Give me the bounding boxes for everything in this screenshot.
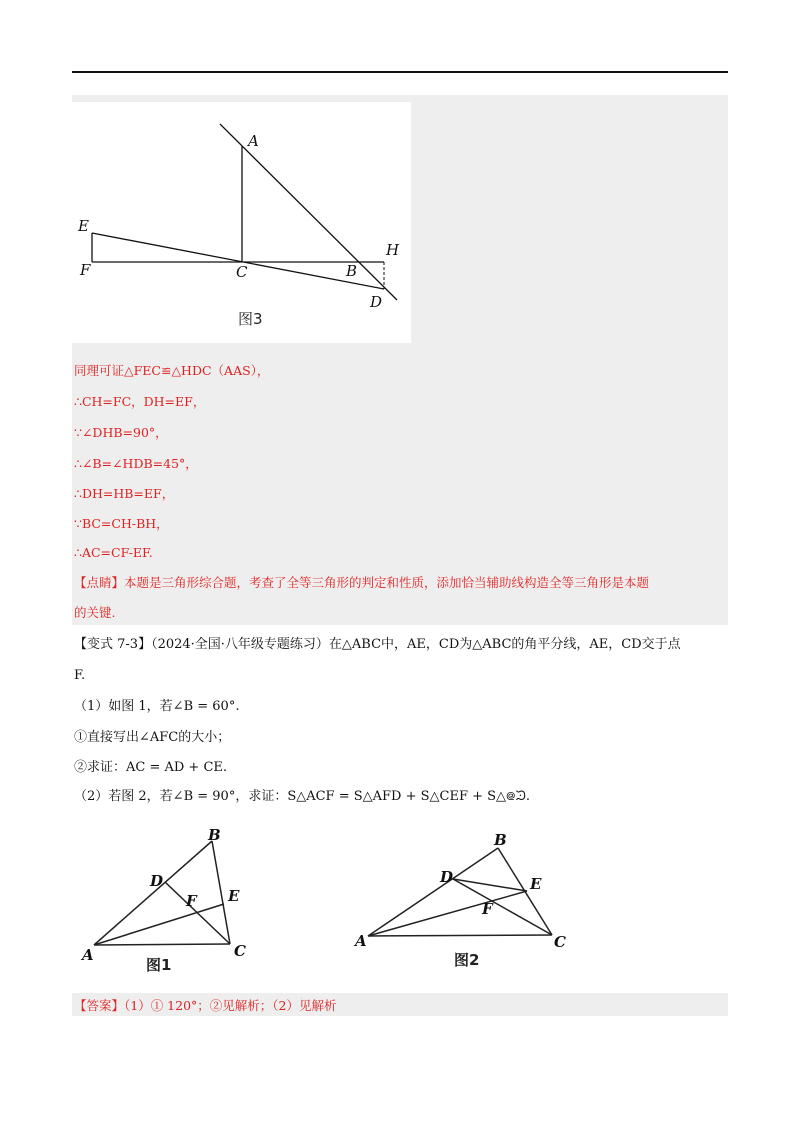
fig1-label-A: A <box>82 946 94 964</box>
solution-line-7: ∴AC=CF-EF. <box>74 545 153 560</box>
fig2-label-B: B <box>494 831 507 849</box>
fig3-label-E: E <box>78 217 89 235</box>
figure-3 <box>72 102 411 343</box>
fig2-label-D: D <box>440 868 454 886</box>
figure-1 <box>80 826 246 974</box>
problem-part-1: （1）如图 1，若∠B = 60°. <box>74 699 240 714</box>
fig1-caption: 图1 <box>146 956 172 974</box>
solution-line-1: 同理可证△FEC≌△HDC（AAS）， <box>74 363 270 378</box>
fig2-label-F: F <box>482 900 493 918</box>
problem-part-1a: ①直接写出∠AFC的大小； <box>74 730 231 745</box>
fig1-label-D: D <box>150 872 164 890</box>
problem-part-2: （2）若图 2，若∠B = 90°，求证：S△ACF = S△AFD + S△CEF + S△᪤ᙄ. <box>74 789 530 804</box>
problem-heading-2: F. <box>74 668 86 683</box>
figures-1-2 <box>80 825 600 979</box>
fig3-label-F: F <box>80 261 91 279</box>
figure-2 <box>353 831 566 969</box>
solution-line-6: ∵BC=CH-BH， <box>74 516 169 531</box>
fig3-label-B: B <box>346 262 358 280</box>
fig1-label-B: B <box>208 826 221 844</box>
header-rule <box>72 71 728 73</box>
fig3-label-C: C <box>236 263 248 281</box>
fig3-caption: 图3 <box>238 310 263 328</box>
fig1-label-E: E <box>228 887 240 905</box>
fig2-caption: 图2 <box>454 951 480 969</box>
fig3-label-D: D <box>370 293 383 311</box>
comment-line-1: 【点睛】本题是三角形综合题，考查了全等三角形的判定和性质，添加恰当辅助线构造全等三角形是本题 <box>74 575 650 590</box>
problem-part-1b: ②求证：AC = AD + CE. <box>74 760 228 775</box>
solution-line-2: ∴CH=FC，DH=EF， <box>74 394 206 409</box>
fig1-label-F: F <box>186 892 197 910</box>
fig1-label-C: C <box>234 942 246 960</box>
solution-line-4: ∴∠B=∠HDB=45°， <box>74 456 198 471</box>
solution-line-3: ∵∠DHB=90°， <box>74 425 168 440</box>
fig2-label-E: E <box>530 875 542 893</box>
comment-line-2: 的关键. <box>74 605 116 620</box>
answer-text: 【答案】（1）① 120°；②见解析；（2）见解析 <box>74 998 337 1013</box>
fig2-label-A: A <box>355 932 367 950</box>
fig3-label-A: A <box>248 132 259 150</box>
fig2-label-C: C <box>554 933 566 951</box>
problem-heading: 【变式 7-3】（2024·全国·八年级专题练习）在△ABC中，AE，CD为△ABC的角平分线，AE，CD交于点 <box>74 637 681 652</box>
solution-line-5: ∴DH=HB=EF， <box>74 486 175 501</box>
fig3-label-H: H <box>386 241 400 259</box>
